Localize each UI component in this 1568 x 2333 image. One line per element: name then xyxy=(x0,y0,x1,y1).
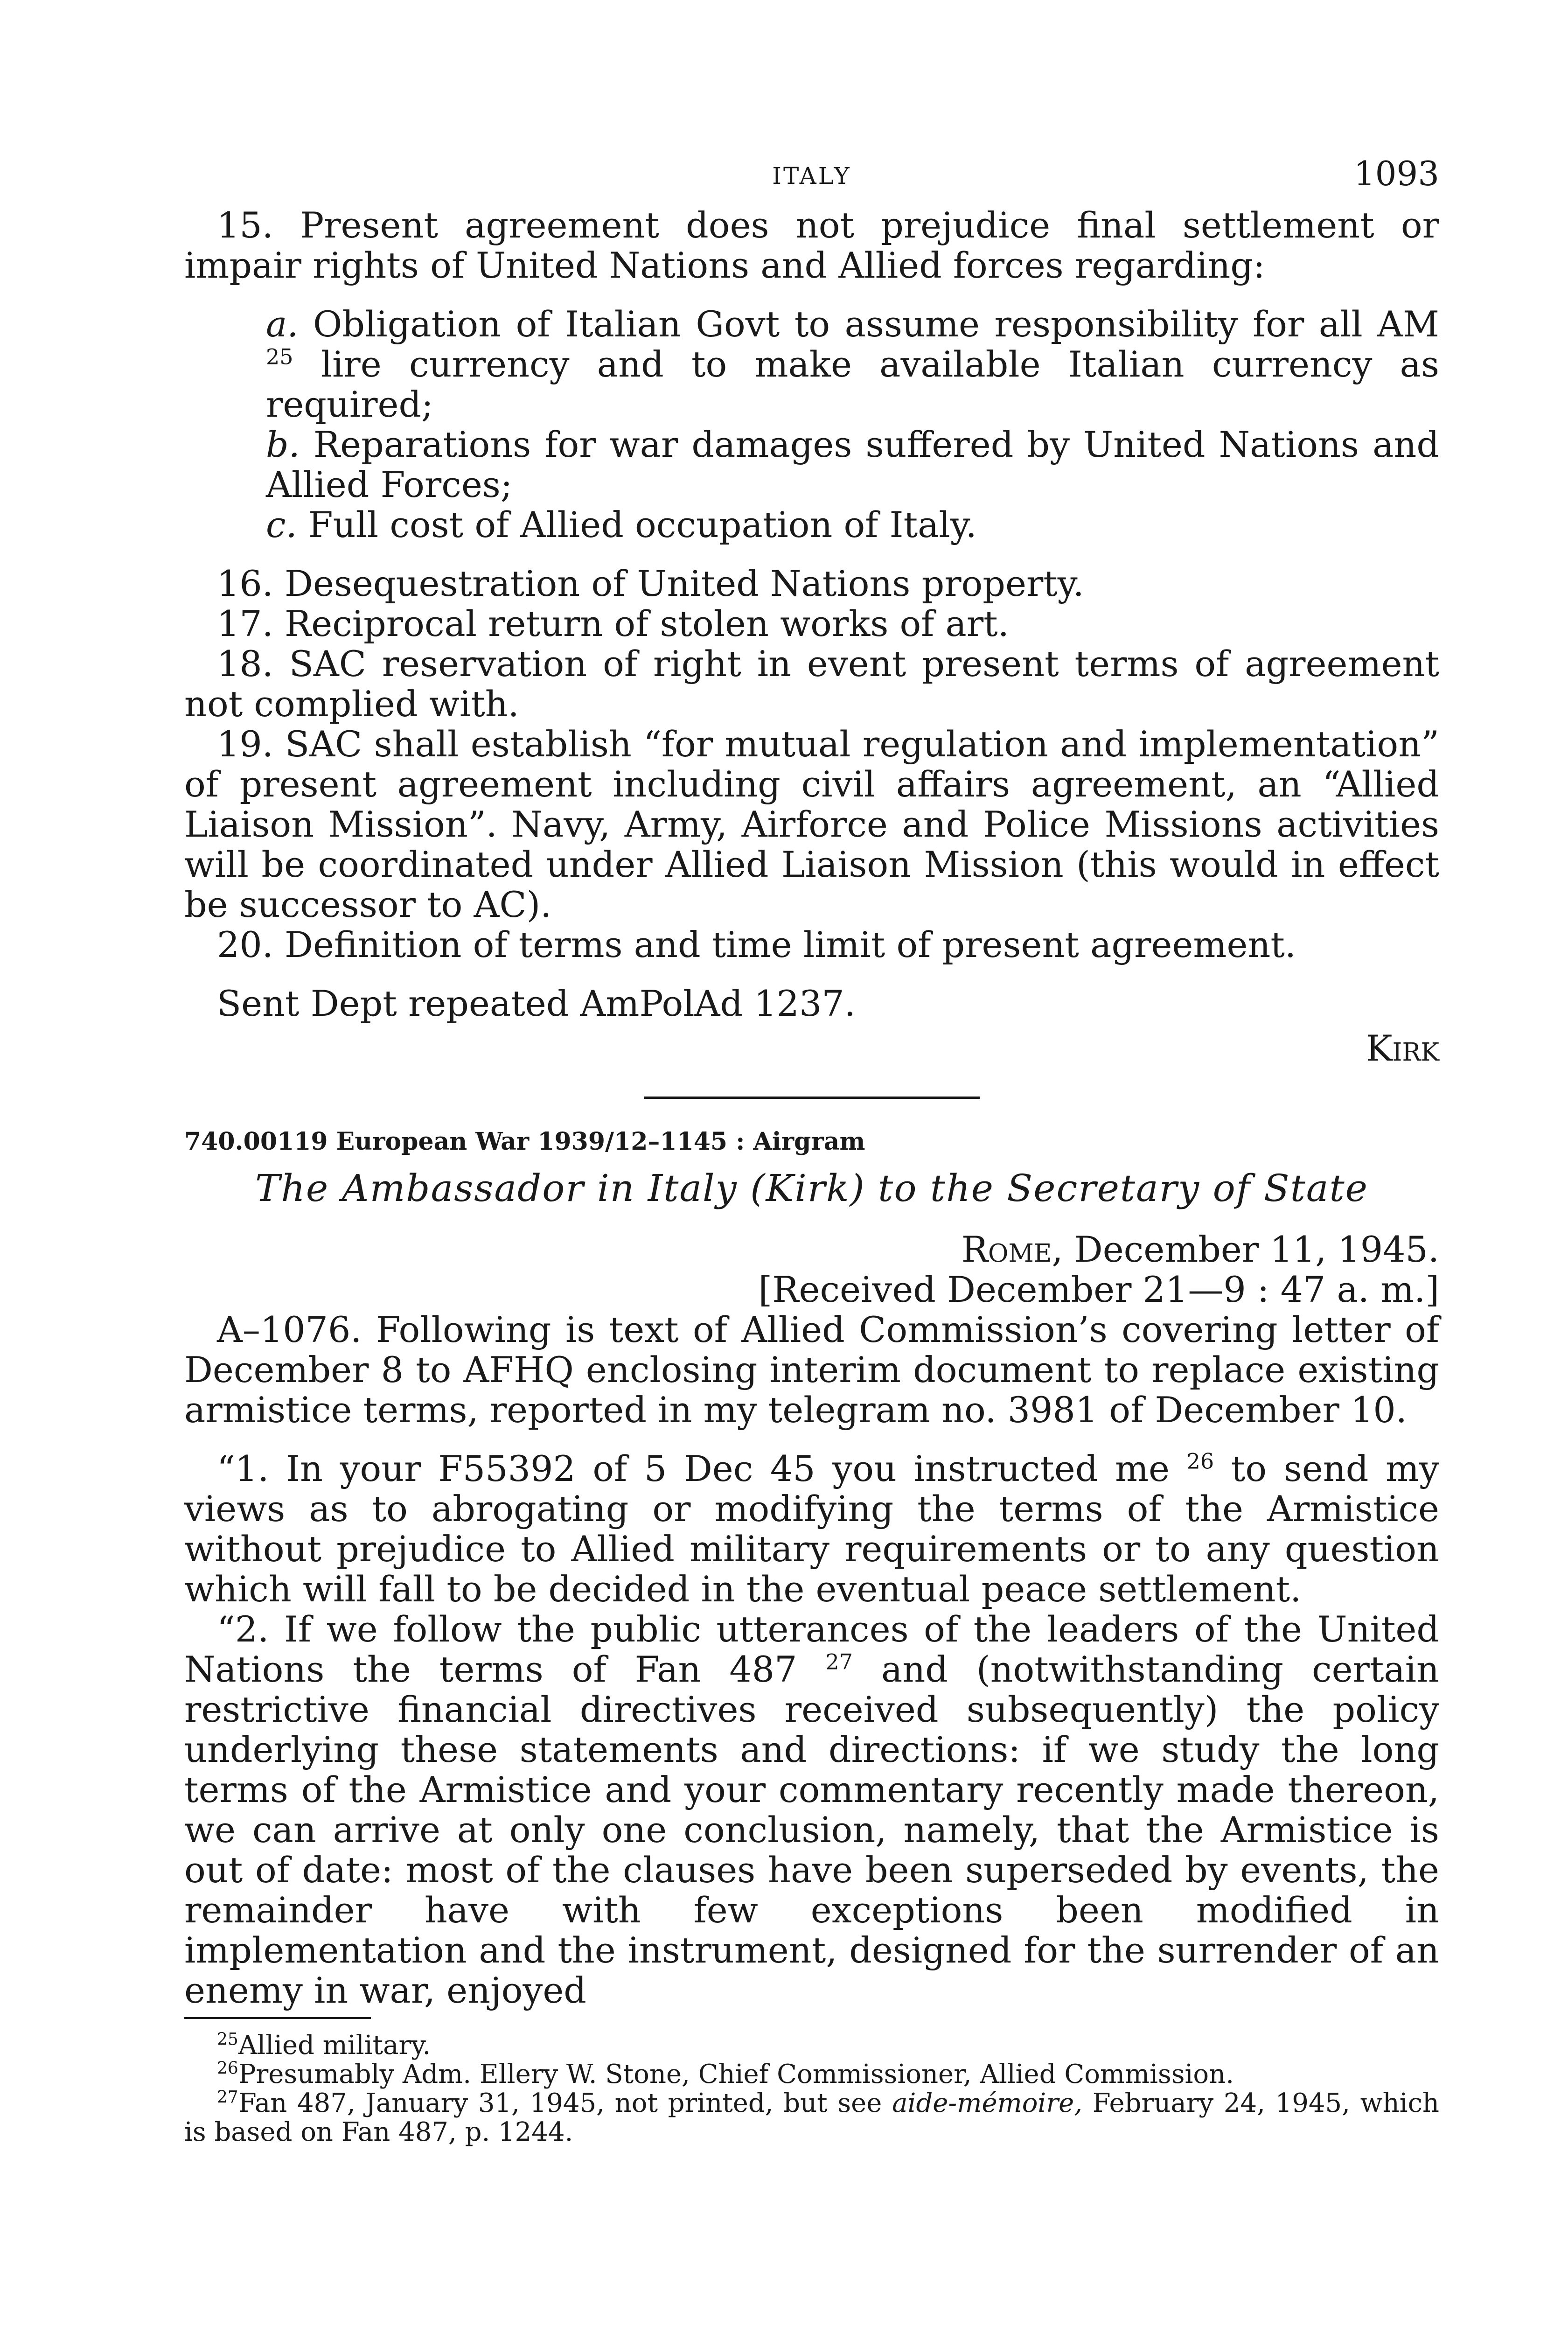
file-reference: 740.00119 European War 1939/12–1145 : Airgram xyxy=(184,1127,865,1156)
received-line: [Received December 21—9 : 47 a. m.] xyxy=(758,1269,1439,1310)
footnote-ref-26: 26 xyxy=(1186,1448,1214,1474)
footnote-text-25: Allied military. xyxy=(238,2030,431,2061)
footnote-text-27-em: aide-mémoire, xyxy=(892,2088,1083,2118)
item-15b-text: Reparations for war damages suffered by United Nations and Allied Forces; xyxy=(266,424,1439,505)
document-title: The Ambassador in Italy (Kirk) to the Secretary of State xyxy=(255,1166,1368,1210)
footnote-mark-27: 27 xyxy=(217,2088,238,2107)
footnote-ref-27: 27 xyxy=(825,1649,853,1675)
footnote-27 xyxy=(184,2089,1439,2147)
footnote-ref-25: 25 xyxy=(266,344,293,370)
footnote-mark-25: 25 xyxy=(217,2030,238,2049)
item-15a xyxy=(184,304,1439,425)
item-15a-text-pre: Obligation of Italian Govt to assume responsibility for all AM xyxy=(313,303,1439,345)
item-15c-text: Full cost of Allied occupation of Italy. xyxy=(308,504,977,545)
footnote-text-26: Presumably Adm. Ellery W. Stone, Chief Commissioner, Allied Commission. xyxy=(238,2059,1234,2089)
section-divider xyxy=(644,1097,980,1099)
intro-paragraph: A–1076. Following is text of Allied Commission’s covering letter of December 8 to AFHQ enclosing interim document to replace existing armistice terms, reported in my telegram no. 3981 of December 10. xyxy=(184,1309,1439,1431)
para2-text-pre: “2. If we follow the public utterances of the leaders of the United Nations the terms of Fan 487 xyxy=(184,1608,1439,1690)
item-20: 20. Definition of terms and time limit of present agreement. xyxy=(217,924,1296,965)
item-18: 18. SAC reservation of right in event present terms of agreement not complied with. xyxy=(184,643,1439,725)
para1-text-pre: “1. In your F55392 of 5 Dec 45 you instructed me xyxy=(217,1448,1170,1489)
item-15a-label: a. xyxy=(266,303,299,345)
footnote-text-27-pre: Fan 487, January 31, 1945, not printed, but see xyxy=(238,2088,882,2118)
item-15c xyxy=(184,505,1439,545)
footnote-25 xyxy=(184,2031,1439,2060)
dateline xyxy=(184,1229,1439,1270)
document-page xyxy=(184,154,1439,2147)
item-15b xyxy=(184,425,1439,505)
signature: Kirk xyxy=(1366,1027,1439,1069)
footnote-mark-26: 26 xyxy=(217,2059,238,2078)
item-17: 17. Reciprocal return of stolen works of art. xyxy=(217,603,1009,644)
para1-text-post: to send my views as to abrogating or modifying the terms of the Armistice without prejudice to Allied military requirements or to any question which will fall to be decided in the eventual peace settlement. xyxy=(184,1448,1439,1610)
item-19: 19. SAC shall establish “for mutual regulation and implementation” of present agreement including civil affairs agreement, an “Allied Liaison Mission”. Navy, Army, Airforce and Police Missions activities will be coordinated under Allied Liaison Mission (this would in effect be successor to AC). xyxy=(184,723,1439,925)
sent-line: Sent Dept repeated AmPolAd 1237. xyxy=(217,983,856,1024)
page-number: 1093 xyxy=(1353,154,1439,193)
item-16: 16. Desequestration of United Nations property. xyxy=(217,563,1084,604)
item-15c-label: c. xyxy=(266,504,297,545)
running-head xyxy=(184,154,1439,205)
running-title: ITALY xyxy=(772,162,851,189)
footnote-rule xyxy=(184,2017,371,2019)
item-15b-label: b. xyxy=(266,424,300,465)
para2-text-post: and (notwithstanding certain restrictive financial directives received subsequently) the policy underlying these statements and directions: if we study the long terms of the Armistice and your commentary recently made thereon, we can arrive at only one conclusion, namely, that the Armistice is out of date: most of the clauses have been superseded by events, the remainder have with few exceptions been modified in implementation and the instrument, designed for the surrender of an enemy in war, enjoyed xyxy=(184,1648,1439,2011)
item-15a-text-post: lire currency and to make available Italian currency as required; xyxy=(266,343,1439,425)
footnote-text-27-post: February 24, 1945, which is based on Fan 487, p. 1244. xyxy=(184,2088,1439,2147)
letter-paragraph-1 xyxy=(184,1449,1439,1609)
letter-paragraph-2 xyxy=(184,1609,1439,2011)
footnote-26 xyxy=(184,2060,1439,2089)
dateline-place: Rome, xyxy=(961,1229,1063,1270)
dateline-date: December 11, 1945. xyxy=(1074,1229,1439,1270)
item-15: 15. Present agreement does not prejudice final settlement or impair rights of United Nations and Allied forces regarding: xyxy=(184,204,1439,286)
